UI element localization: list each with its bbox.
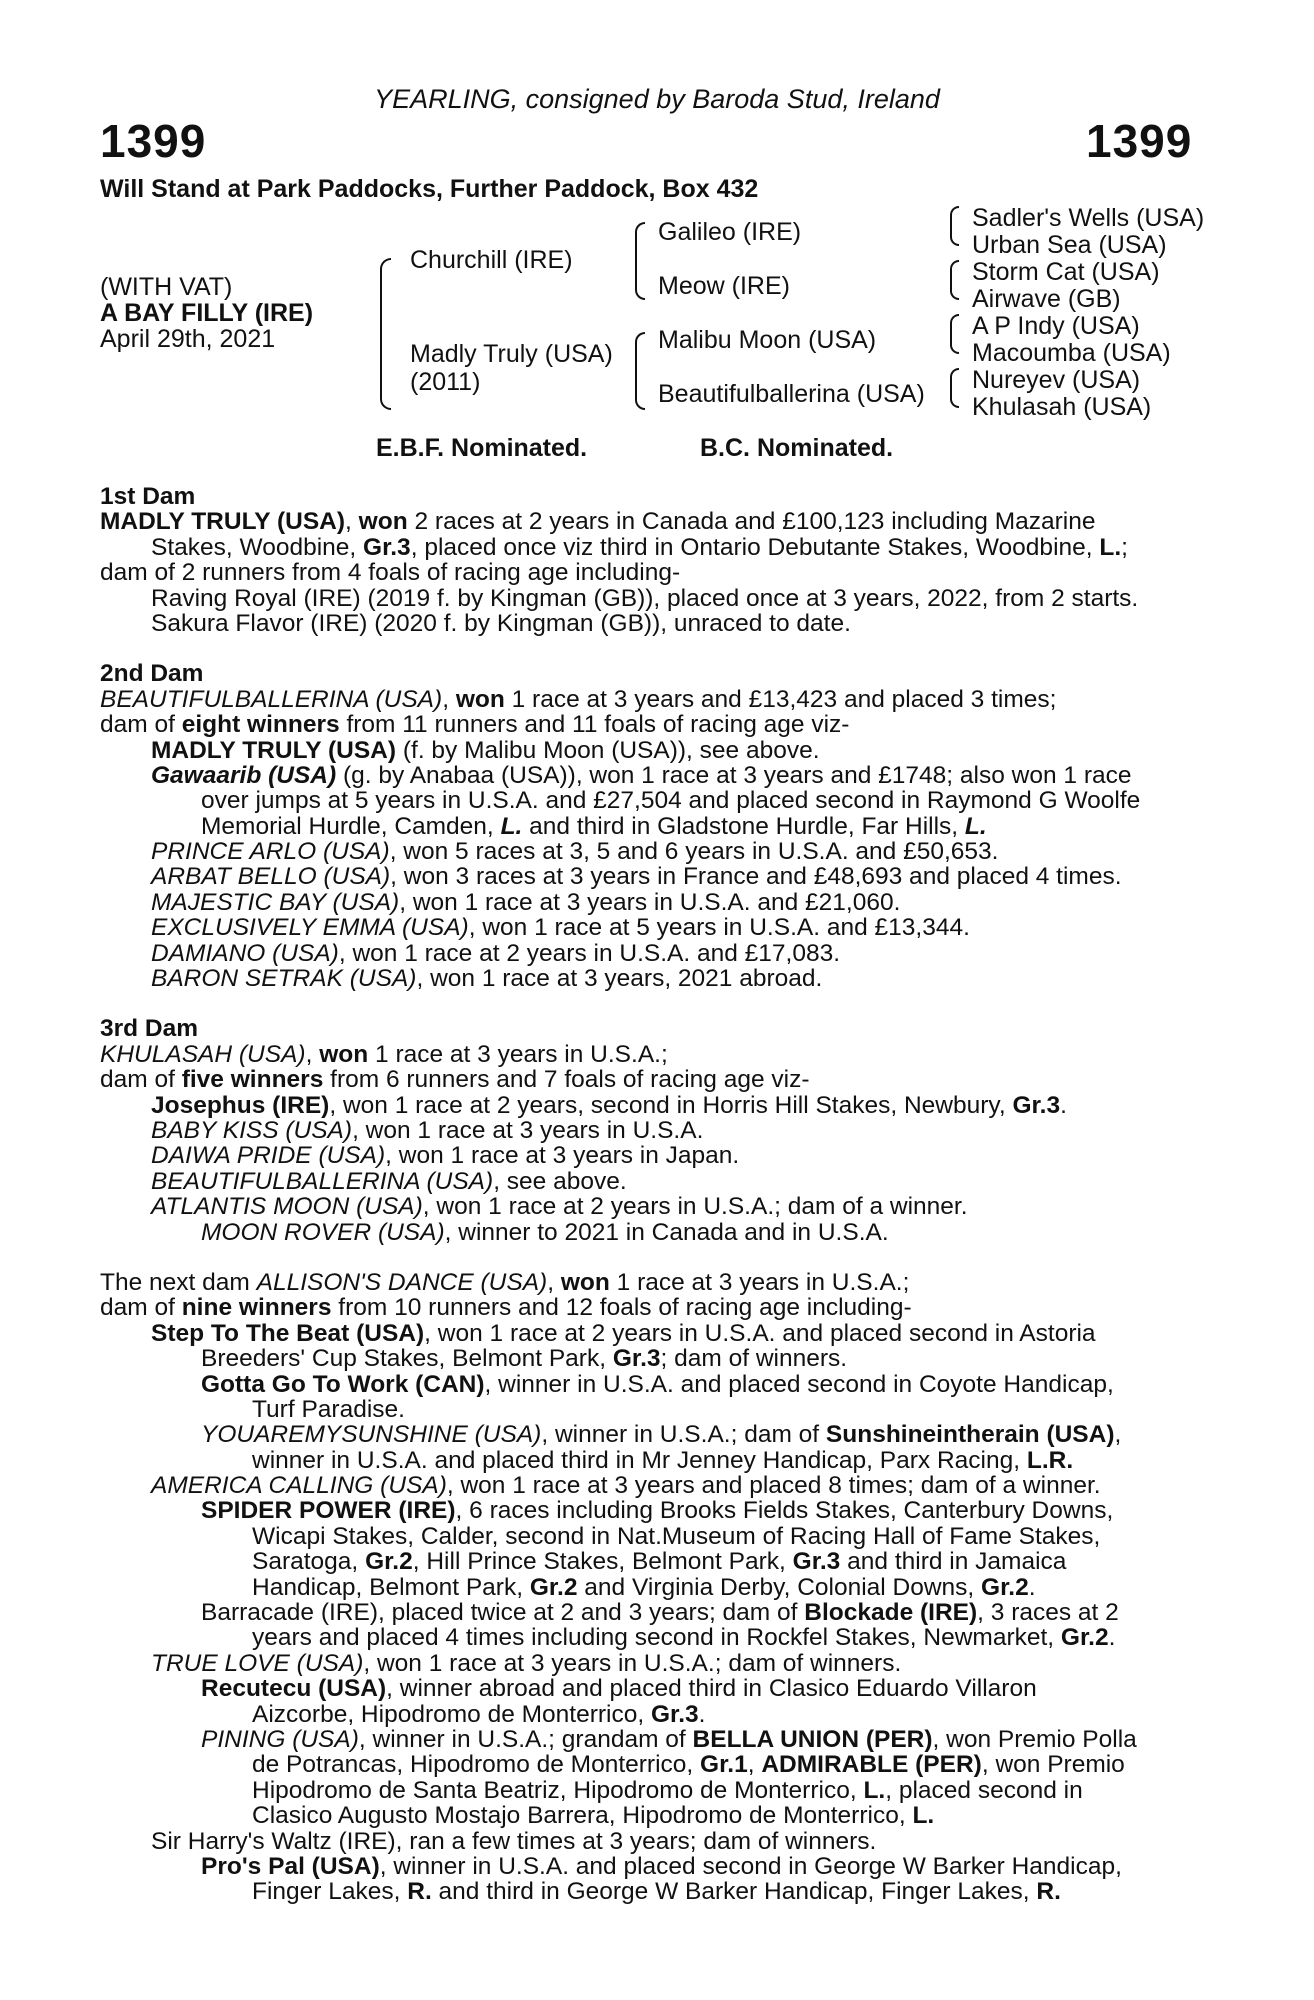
bracket bbox=[950, 260, 959, 300]
grandsire-line: Storm Cat (USA) bbox=[972, 258, 1160, 286]
section-heading: 1st Dam bbox=[100, 483, 196, 510]
second-dam-section bbox=[100, 661, 1210, 991]
text-line: dam of nine winners from 10 runners and 12 foals of racing age including- bbox=[100, 1294, 912, 1322]
bracket bbox=[950, 314, 959, 354]
text-line: DAIWA PRIDE (USA), won 1 race at 3 years in Japan. bbox=[151, 1142, 740, 1170]
lot-number-left: 1399 bbox=[100, 115, 207, 167]
grandsire-line: Urban Sea (USA) bbox=[972, 231, 1167, 259]
text-line: SPIDER POWER (IRE), 6 races including Brooks Fields Stakes, Canterbury Downs, bbox=[201, 1497, 1114, 1525]
section-heading: 3rd Dam bbox=[100, 1015, 199, 1043]
lot-number-right: 1399 bbox=[1086, 115, 1193, 167]
text-line: Barracade (IRE), placed twice at 2 and 3 years; dam of Blockade (IRE), 3 races at 2 bbox=[201, 1599, 1119, 1627]
bracket bbox=[950, 206, 959, 246]
text-line: The next dam ALLISON'S DANCE (USA), won 1 race at 3 years in U.S.A.; bbox=[100, 1268, 910, 1296]
text-line: BEAUTIFULBALLERINA (USA), see above. bbox=[151, 1167, 627, 1195]
text-line: Step To The Beat (USA), won 1 race at 2 years in U.S.A. and placed second in Astoria bbox=[151, 1319, 1096, 1347]
vat-note: (WITH VAT) bbox=[100, 273, 233, 301]
grandsire-line: Nureyev (USA) bbox=[972, 366, 1141, 394]
text-line: winner in U.S.A. and placed third in Mr Jenney Handicap, Parx Racing, L.R. bbox=[252, 1446, 1074, 1474]
grandsire-line: A P Indy (USA) bbox=[972, 312, 1140, 340]
text-line: ATLANTIS MOON (USA), won 1 race at 2 years in U.S.A.; dam of a winner. bbox=[151, 1193, 968, 1221]
text-line: dam of eight winners from 11 runners and 11 foals of racing age viz- bbox=[100, 711, 850, 739]
grandsire-line: Khulasah (USA) bbox=[972, 393, 1152, 421]
sire-sire: Galileo (IRE) bbox=[658, 218, 802, 246]
text-line: years and placed 4 times including second in Rockfel Stakes, Newmarket, Gr.2. bbox=[252, 1624, 1116, 1652]
text-line: Sakura Flavor (IRE) (2020 f. by Kingman (GB)), unraced to date. bbox=[151, 609, 851, 637]
consignor-line: YEARLING, consigned by Baroda Stud, Ireland bbox=[374, 84, 940, 114]
text-line: Stakes, Woodbine, Gr.3, placed once viz third in Ontario Debutante Stakes, Woodbine, L.; bbox=[151, 533, 1128, 561]
grandsire-line: Macoumba (USA) bbox=[972, 339, 1171, 367]
stand-location: Will Stand at Park Paddocks, Further Paddock, Box 432 bbox=[100, 175, 759, 203]
text-line: dam of 2 runners from 4 foals of racing age including- bbox=[100, 559, 681, 587]
text-line: BEAUTIFULBALLERINA (USA), won 1 race at 3 years and £13,423 and placed 3 times; bbox=[100, 685, 1057, 713]
bc-nomination: B.C. Nominated. bbox=[700, 434, 894, 462]
grandsire-line: Sadler's Wells (USA) bbox=[972, 204, 1205, 232]
text-line: Recutecu (USA), winner abroad and placed third in Clasico Eduardo Villaron bbox=[201, 1675, 1037, 1703]
first-dam-section bbox=[100, 484, 1210, 636]
text-line: Gotta Go To Work (CAN), winner in U.S.A. and placed second in Coyote Handicap, bbox=[201, 1370, 1114, 1398]
text-line: Breeders' Cup Stakes, Belmont Park, Gr.3; dam of winners. bbox=[201, 1345, 848, 1373]
text-line: BARON SETRAK (USA), won 1 race at 3 years, 2021 abroad. bbox=[151, 965, 823, 993]
text-line: Aizcorbe, Hipodromo de Monterrico, Gr.3. bbox=[252, 1700, 706, 1728]
dam: Madly Truly (USA) bbox=[410, 340, 613, 368]
text-line: Wicapi Stakes, Calder, second in Nat.Museum of Racing Hall of Fame Stakes, bbox=[252, 1522, 1101, 1550]
text-line: Pro's Pal (USA), winner in U.S.A. and placed second in George W Barker Handicap, bbox=[201, 1852, 1122, 1880]
text-line: DAMIANO (USA), won 1 race at 2 years in U.S.A. and £17,083. bbox=[151, 939, 841, 967]
dam-year: (2011) bbox=[410, 368, 481, 396]
text-line: over jumps at 5 years in U.S.A. and £27,504 and placed second in Raymond G Woolfe bbox=[201, 787, 1141, 815]
dam-dam: Beautifulballerina (USA) bbox=[658, 380, 925, 408]
produce-record bbox=[100, 484, 1210, 1905]
text-line: Finger Lakes, R. and third in George W Barker Handicap, Finger Lakes, R. bbox=[252, 1878, 1061, 1906]
text-line: ARBAT BELLO (USA), won 3 races at 3 years in France and £48,693 and placed 4 times. bbox=[151, 863, 1122, 891]
text-line: Clasico Augusto Mostajo Barrera, Hipodromo de Monterrico, L. bbox=[252, 1802, 935, 1830]
text-line: PINING (USA), winner in U.S.A.; grandam of BELLA UNION (PER), won Premio Polla bbox=[201, 1725, 1137, 1753]
text-line: Memorial Hurdle, Camden, L. and third in Gladstone Hurdle, Far Hills, L. bbox=[201, 812, 987, 840]
text-line: Saratoga, Gr.2, Hill Prince Stakes, Belmont Park, Gr.3 and third in Jamaica bbox=[252, 1548, 1067, 1576]
text-line: Handicap, Belmont Park, Gr.2 and Virginia Derby, Colonial Downs, Gr.2. bbox=[252, 1573, 1036, 1601]
text-line: de Potrancas, Hipodromo de Monterrico, Gr.1, ADMIRABLE (PER), won Premio bbox=[252, 1751, 1125, 1779]
foaling-date: April 29th, 2021 bbox=[100, 325, 276, 353]
ebf-nomination: E.B.F. Nominated. bbox=[376, 434, 588, 462]
text-line: Turf Paradise. bbox=[252, 1395, 405, 1423]
dam-sire: Malibu Moon (USA) bbox=[658, 326, 877, 354]
text-line: Raving Royal (IRE) (2019 f. by Kingman (GB)), placed once at 3 years, 2022, from 2 starts. bbox=[151, 584, 1139, 612]
text-line: MAJESTIC BAY (USA), won 1 race at 3 years in U.S.A. and £21,060. bbox=[151, 888, 901, 916]
text-line: Josephus (IRE), won 1 race at 2 years, second in Horris Hill Stakes, Newbury, Gr.3. bbox=[151, 1091, 1067, 1119]
text-line: MOON ROVER (USA), winner to 2021 in Canada and in U.S.A. bbox=[201, 1218, 889, 1246]
text-line: MADLY TRULY (USA) (f. by Malibu Moon (USA)), see above. bbox=[151, 736, 820, 764]
text-line: Sir Harry's Waltz (IRE), ran a few times at 3 years; dam of winners. bbox=[151, 1827, 877, 1855]
sire: Churchill (IRE) bbox=[410, 246, 573, 274]
text-line: KHULASAH (USA), won 1 race at 3 years in U.S.A.; bbox=[100, 1040, 668, 1068]
section-heading: 2nd Dam bbox=[100, 660, 204, 688]
text-line: TRUE LOVE (USA), won 1 race at 3 years in U.S.A.; dam of winners. bbox=[151, 1649, 902, 1677]
text-line: BABY KISS (USA), won 1 race at 3 years in U.S.A. bbox=[151, 1116, 704, 1144]
text-line: Hipodromo de Santa Beatriz, Hipodromo de Monterrico, L., placed second in bbox=[252, 1776, 1083, 1804]
text-line: dam of five winners from 6 runners and 7 foals of racing age viz- bbox=[100, 1066, 810, 1094]
text-line: MADLY TRULY (USA), won 2 races at 2 years in Canada and £100,123 including Mazarine bbox=[100, 508, 1096, 536]
horse-name: A BAY FILLY (IRE) bbox=[100, 299, 314, 327]
text-line: YOUAREMYSUNSHINE (USA), winner in U.S.A.; dam of Sunshineintherain (USA), bbox=[201, 1421, 1122, 1449]
bracket bbox=[635, 222, 645, 300]
sire-dam: Meow (IRE) bbox=[658, 272, 790, 300]
next-dam-section bbox=[100, 1270, 1210, 1905]
bracket bbox=[950, 368, 959, 408]
third-dam-section bbox=[100, 1016, 1210, 1245]
text-line: EXCLUSIVELY EMMA (USA), won 1 race at 5 years in U.S.A. and £13,344. bbox=[151, 914, 970, 942]
grandsire-line: Airwave (GB) bbox=[972, 285, 1121, 313]
text-line: PRINCE ARLO (USA), won 5 races at 3, 5 and 6 years in U.S.A. and £50,653. bbox=[151, 838, 999, 866]
bracket bbox=[380, 258, 391, 410]
text-line: AMERICA CALLING (USA), won 1 race at 3 years and placed 8 times; dam of a winner. bbox=[151, 1472, 1101, 1500]
text-line: Gawaarib (USA) (g. by Anabaa (USA)), won 1 race at 3 years and £1748; also won 1 race bbox=[151, 761, 1132, 789]
bracket bbox=[635, 332, 645, 410]
